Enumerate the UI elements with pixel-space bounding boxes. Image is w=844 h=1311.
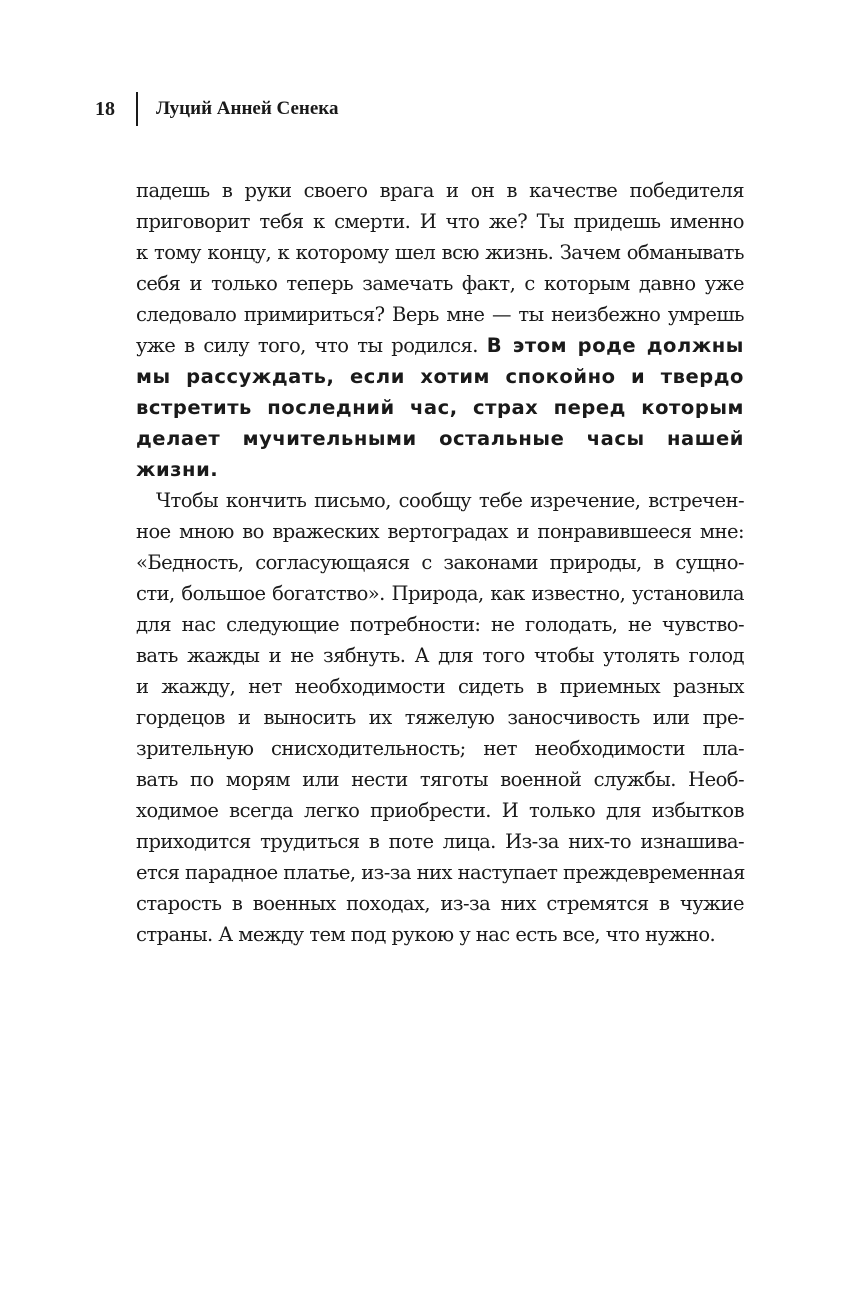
emphasis-line (136, 361, 744, 392)
text-line: и жажду, нет необходимости сидеть в приемных разных (136, 675, 744, 698)
text-run: уже в силу того, что ты родился. (136, 334, 478, 357)
text-line: ное мною во вражеских вертоградах и понравившееся мне: (136, 520, 744, 543)
running-header (95, 92, 338, 126)
text-line: ходимое всегда легко приобрести. И только для избытков (136, 799, 744, 822)
text-line-mixed (136, 330, 744, 361)
text-line: приговорит тебя к смерти. И что же? Ты придешь именно (136, 210, 744, 233)
text-line: гордецов и выносить их тяжелую заносчивость или пре- (136, 706, 744, 729)
text-line: падешь в руки своего врага и он в качестве победителя (136, 179, 744, 202)
text-line: к тому концу, к которому шел всю жизнь. Зачем обманывать (136, 241, 744, 264)
text-line: старость в военных походах, из-за них стремятся в чужие (136, 892, 744, 915)
emphasis-run: В этом роде должны (486, 334, 744, 357)
page-number: 18 (95, 97, 115, 120)
body-text (136, 175, 744, 950)
emphasis-run: жизни. (136, 458, 219, 481)
emphasis-run: мы рассуждать, если хотим спокойно и твердо (136, 365, 744, 388)
text-line: сти, большое богатство». Природа, как известно, установила (136, 582, 744, 605)
text-line: приходится трудиться в поте лица. Из-за них-то изнашива- (136, 830, 744, 853)
emphasis-line (136, 423, 744, 454)
text-line: вать жажды и не зябнуть. А для того чтобы утолять голод (136, 644, 744, 667)
emphasis-line (136, 454, 744, 485)
header-divider (136, 92, 138, 126)
text-line: следовало примириться? Верь мне — ты неизбежно умрешь (136, 303, 744, 326)
paragraph-last-line: страны. А между тем под рукою у нас есть все, что нужно. (136, 923, 716, 946)
running-title: Луций Анней Сенека (156, 98, 339, 119)
text-line: вать по морям или нести тяготы военной службы. Необ- (136, 768, 744, 791)
text-line: зрительную снисходительность; нет необходимости пла- (136, 737, 744, 760)
text-line: «Бедность, согласующаяся с законами природы, в сущно- (136, 551, 744, 574)
emphasis-line (136, 392, 744, 423)
emphasis-run: встретить последний час, страх перед которым (136, 396, 744, 419)
text-line: ется парадное платье, из-за них наступает преждевременная (136, 861, 745, 884)
text-line: для нас следующие потребности: не голодать, не чувство- (136, 613, 744, 636)
emphasis-run: делает мучительными остальные часы нашей (136, 427, 744, 450)
paragraph-first-line: Чтобы кончить письмо, сообщу тебе изречение, встречен- (156, 489, 744, 512)
text-line: себя и только теперь замечать факт, с которым давно уже (136, 272, 744, 295)
